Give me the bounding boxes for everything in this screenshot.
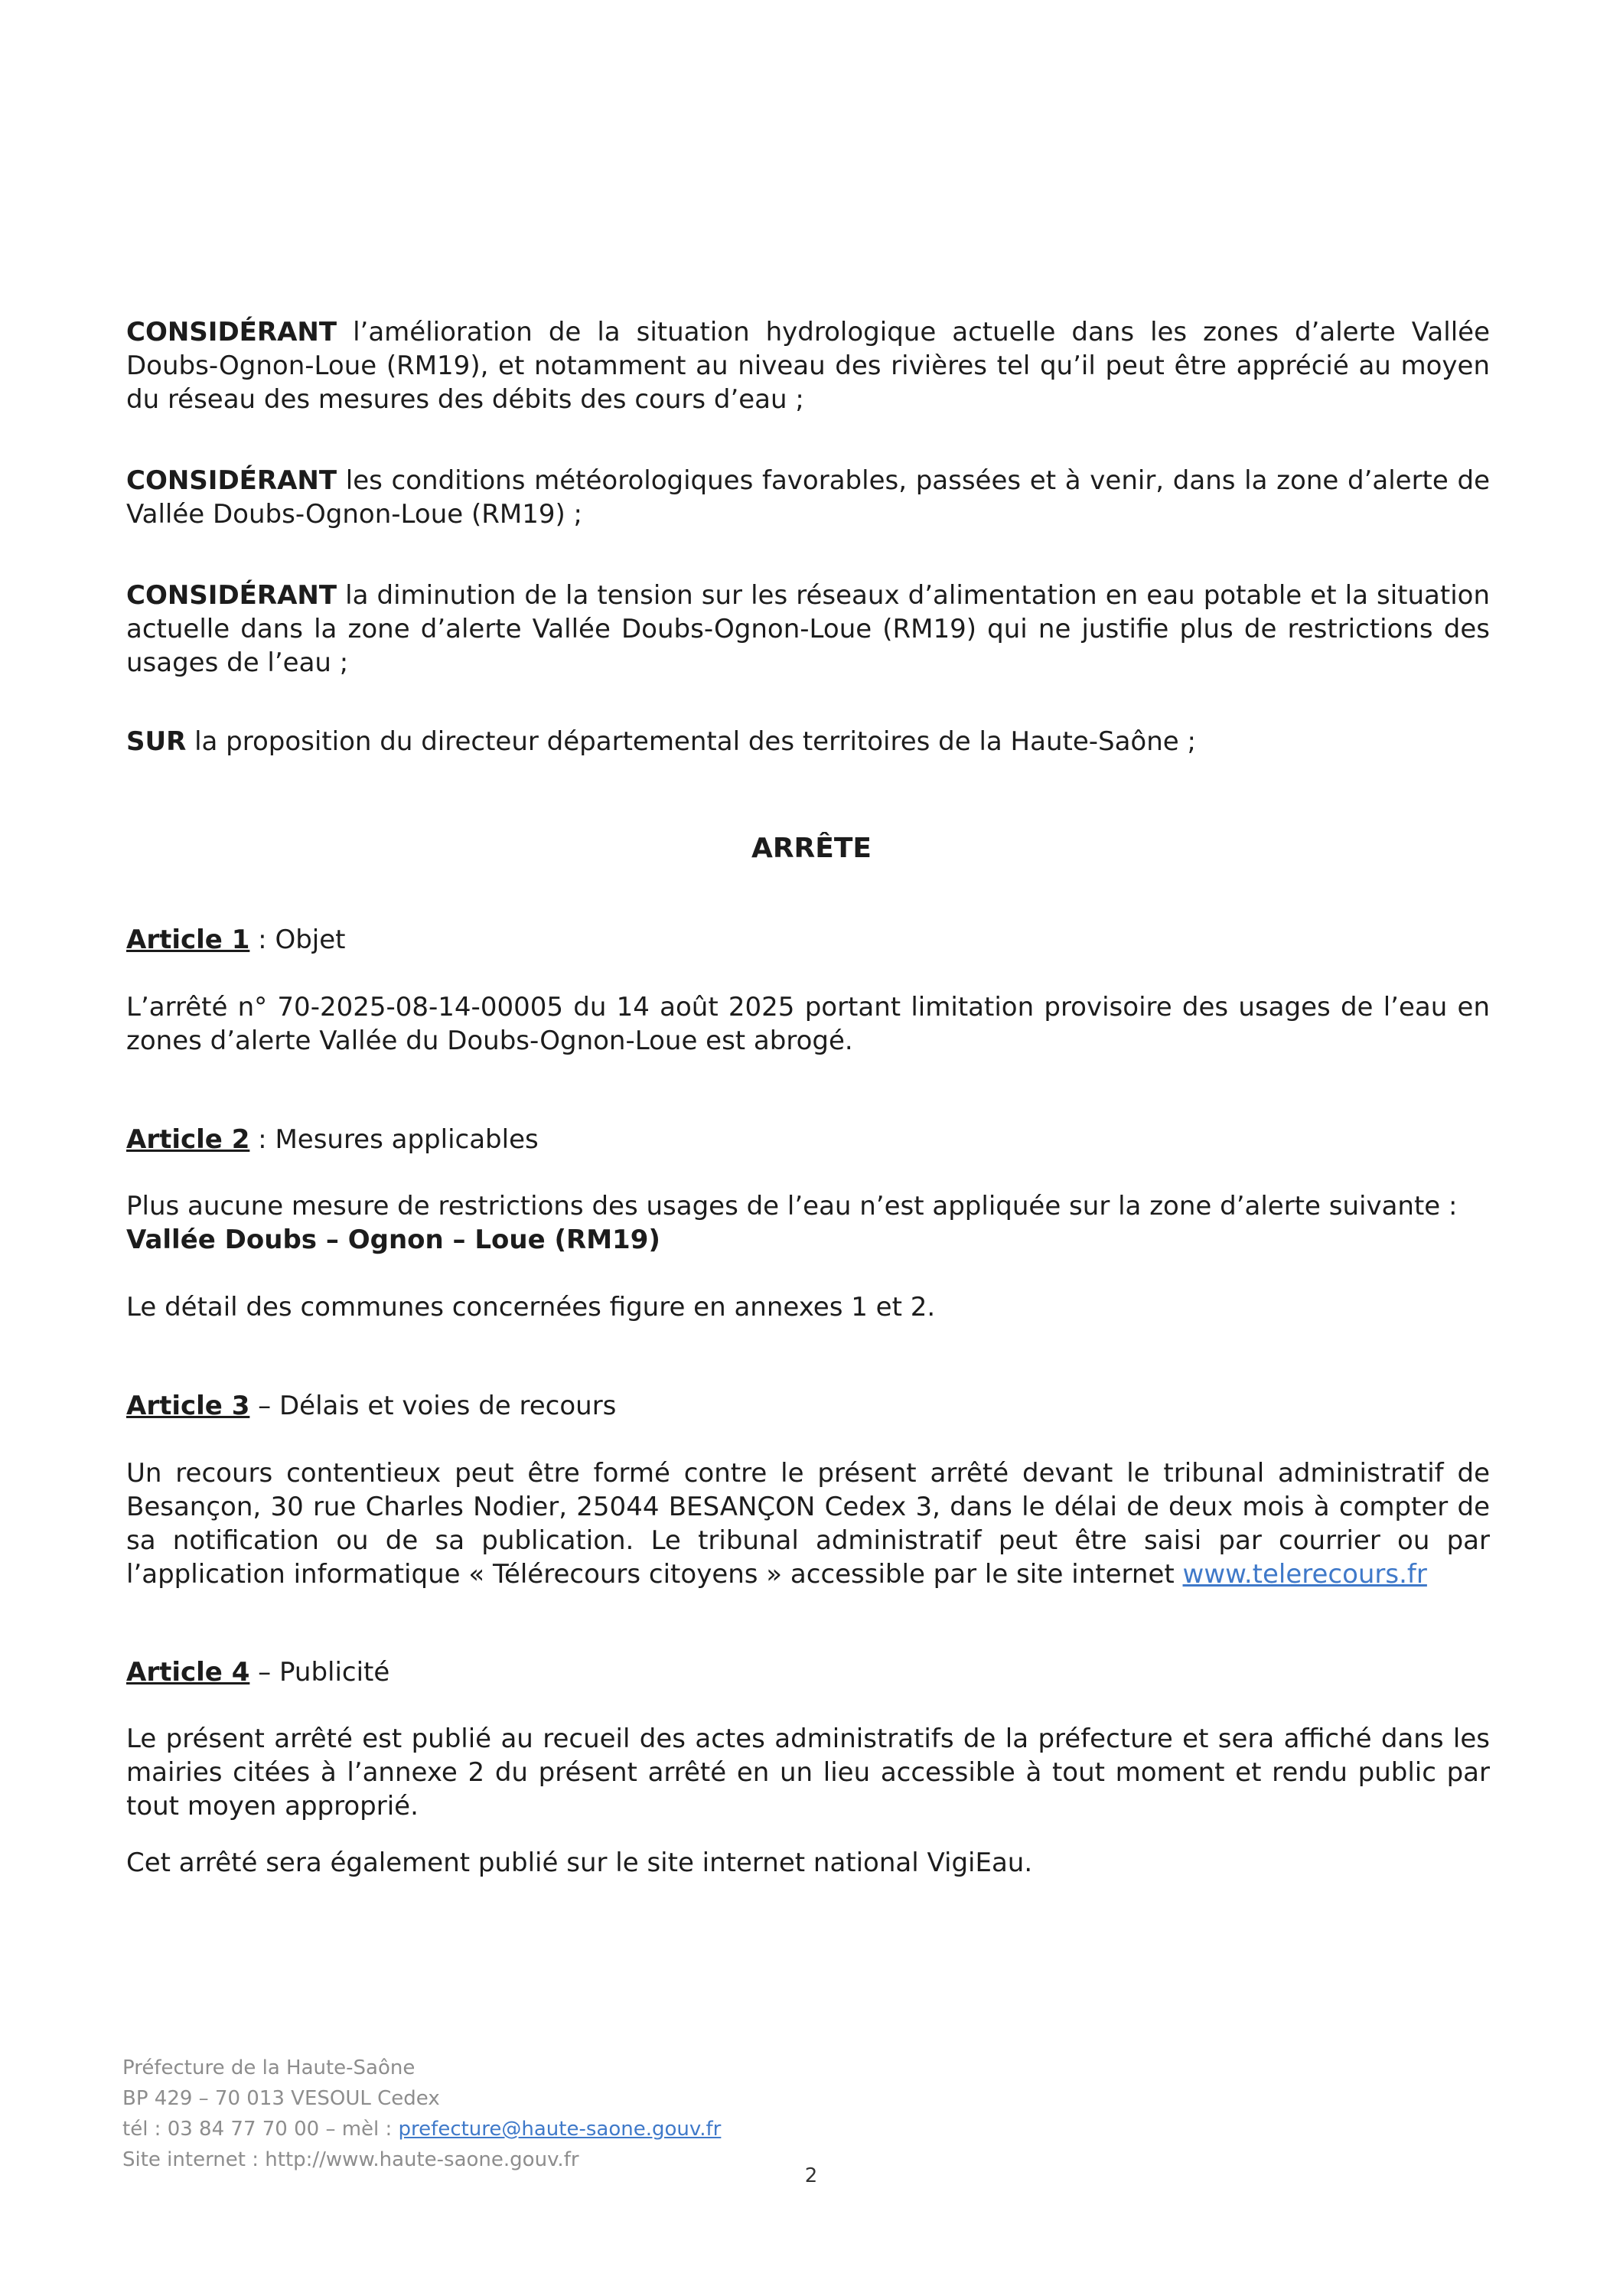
paragraph-text: l’amélioration de la situation hydrologique actuelle dans les zones d’alerte Vallée Doubs-Ognon-Loue (RM19), et notamment au niveau des rivières tel qu’il peut être apprécié au moyen du réseau des mesures des débits des cours d’eau ; <box>126 317 1490 415</box>
alert-zone-name: Vallée Doubs – Ognon – Loue (RM19) <box>126 1225 660 1255</box>
article-body-text: Un recours contentieux peut être formé contre le présent arrêté devant le tribunal administratif de Besançon, 30 rue Charles Nodier, 25044 BESANÇON Cedex 3, dans le délai de deux mois à compter de sa notification ou de sa publication. Le tribunal administratif peut être saisi par courrier ou par l’application informatique « Télérecours citoyens » accessible par le site internet <box>126 1458 1490 1590</box>
article-heading: Délais et voies de recours <box>279 1391 617 1421</box>
telerecours-link[interactable]: www.telerecours.fr <box>1182 1559 1427 1590</box>
article-2-body <box>126 1189 1490 1257</box>
article-number: Article 3 <box>126 1391 250 1421</box>
paragraph-text: la diminution de la tension sur les réseaux d’alimentation en eau potable et la situation actuelle dans la zone d’alerte Vallée Doubs-Ognon-Loue (RM19) qui ne justifie plus de restrictions des usages de l’eau ; <box>126 580 1490 678</box>
article-separator: : <box>249 925 275 955</box>
page-number: 2 <box>804 2164 818 2187</box>
article-4-title <box>126 1655 389 1689</box>
considerant-paragraph-1 <box>126 315 1490 416</box>
sur-paragraph <box>126 725 1490 758</box>
footer-website: Site internet : http://www.haute-saone.gouv.fr <box>122 2148 579 2171</box>
article-4-body: Le présent arrêté est publié au recueil des actes administratifs de la préfecture et sera affiché dans les mairies citées à l’annexe 2 du présent arrêté en un lieu accessible à tout moment et rendu public par tout moyen approprié. <box>126 1724 1490 1821</box>
considerant-paragraph-3 <box>126 579 1490 680</box>
article-number: Article 2 <box>126 1124 250 1155</box>
paragraph-lead: CONSIDÉRANT <box>126 465 337 496</box>
article-heading: Mesures applicables <box>275 1124 539 1155</box>
article-1-title <box>126 923 345 957</box>
article-4-vigieau-note: Cet arrêté sera également publié sur le site internet national VigiEau. <box>126 1848 1033 1878</box>
article-heading: Publicité <box>279 1657 390 1688</box>
arrete-heading: ARRÊTE <box>751 833 872 864</box>
article-3-title <box>126 1389 616 1423</box>
prefecture-footer <box>122 2053 721 2175</box>
article-1-body: L’arrêté n° 70-2025-08-14-00005 du 14 août 2025 portant limitation provisoire des usages de l’eau en zones d’alerte Vallée du Doubs-Ognon-Loue est abrogé. <box>126 992 1490 1056</box>
article-2-annex-note: Le détail des communes concernées figure en annexes 1 et 2. <box>126 1292 936 1322</box>
paragraph-text: la proposition du directeur départemental des territoires de la Haute-Saône ; <box>194 726 1196 757</box>
article-2-title <box>126 1123 539 1156</box>
footer-prefecture-name: Préfecture de la Haute-Saône <box>122 2056 416 2079</box>
footer-contact <box>122 2114 721 2144</box>
article-number: Article 4 <box>126 1657 250 1688</box>
article-body-text: Plus aucune mesure de restrictions des usages de l’eau n’est appliquée sur la zone d’alerte suivante : <box>126 1191 1458 1221</box>
footer-email-link[interactable]: prefecture@haute-saone.gouv.fr <box>398 2118 722 2141</box>
paragraph-lead: CONSIDÉRANT <box>126 580 337 611</box>
article-separator: – <box>249 1391 279 1421</box>
article-separator: – <box>249 1657 279 1688</box>
article-3-body <box>126 1456 1490 1591</box>
paragraph-lead: SUR <box>126 726 187 757</box>
article-number: Article 1 <box>126 925 250 955</box>
paragraph-lead: CONSIDÉRANT <box>126 317 337 347</box>
article-heading: Objet <box>275 925 346 955</box>
paragraph-text: les conditions météorologiques favorables, passées et à venir, dans la zone d’alerte de Vallée Doubs-Ognon-Loue (RM19) ; <box>126 465 1490 530</box>
article-separator: : <box>249 1124 275 1155</box>
considerant-paragraph-2 <box>126 464 1490 531</box>
footer-phone: tél : 03 84 77 70 00 – mèl : <box>122 2118 399 2141</box>
footer-address: BP 429 – 70 013 VESOUL Cedex <box>122 2087 440 2110</box>
